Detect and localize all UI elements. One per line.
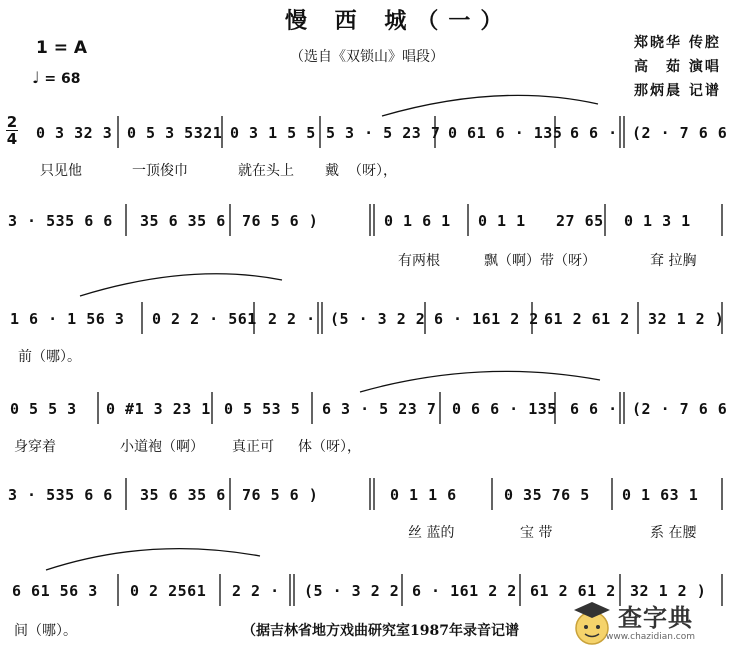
measure-3-4: (5 · 3 2 2 [330,310,426,328]
measure-1-3: 0 3 1 5 5 [230,124,316,142]
lyric-4-2: 小道袍（啊） [120,439,204,455]
measure-6-3: 2 2 · [232,582,280,600]
lyric-2-3: 耷 拉胸 [650,253,697,269]
tempo-marking: ♩ = 68 [32,68,81,87]
measure-3-6: 61 2 61 2 [544,310,630,328]
logo-url: www.chazidian.com [606,632,696,642]
lyric-5-3: 系 在腰 [650,525,697,541]
song-subtitle: （选自《双锁山》唱段） [290,49,444,65]
lyric-1-5: （呀）， [348,163,397,179]
measure-4-4: 6 3 · 5 23 7 [322,400,437,418]
measure-2-1: 3 · 535 6 6 [8,212,113,230]
measure-5-3: 76 5 6 ) [242,486,319,504]
measure-5-6: 0 1 63 1 [622,486,699,504]
measure-6-2: 0 2 2561 [130,582,207,600]
credit-singer: 高 茹 演唱 [634,59,721,75]
measure-1-4: 5 3 · 5 23 7 [326,124,441,142]
lyric-4-1: 身穿着 [14,439,56,455]
measure-2-7: 0 1 3 1 [624,212,691,230]
lyric-4-3: 真正可 [232,439,274,455]
measure-6-6: 61 2 61 2 [530,582,616,600]
lyric-5-1: 丝 蓝的 [408,525,455,541]
measure-1-5: 0 61 6 · 135 [448,124,563,142]
source-note: （据吉林省地方戏曲研究室1987年录音记谱 [242,623,519,639]
measure-3-5: 6 · 161 2 2 [434,310,539,328]
measure-5-1: 3 · 535 6 6 [8,486,113,504]
logo-text: 查字典 [618,604,693,632]
lyric-1-2: 一顶俊巾 [132,163,188,179]
measure-4-3: 0 5 53 5 [224,400,301,418]
credit-composer: 郑晓华 传腔 [634,35,721,51]
measure-3-7: 32 1 2 ) [648,310,725,328]
lyric-5-2: 宝 带 [520,525,553,541]
measure-5-2: 35 6 35 6 [140,486,226,504]
lyric-1-1: 只见他 [40,163,82,179]
measure-3-1: 1 6 · 1 56 3 [10,310,125,328]
measure-5-5: 0 35 76 5 [504,486,590,504]
measure-4-5: 0 6 6 · 135 [452,400,557,418]
measure-4-2: 0 #1 3 23 1 [106,400,211,418]
lyric-6-1: 间（哪）。 [14,623,77,639]
credit-transcriber: 那炳晨 记谱 [634,83,721,99]
measure-1-2: 0 5 3 5321 [127,124,223,142]
lyric-3-1: 前（哪）。 [18,349,81,365]
measure-1-1: 0 3 32 3 [36,124,113,142]
measure-1-7: (2 · 7 6 6 [632,124,728,142]
measure-2-3: 76 5 6 ) [242,212,319,230]
lyric-4-4: 体（呀）， [298,439,361,455]
key-signature: 1 = A [36,38,88,58]
measure-1-6: 6 6 · [570,124,618,142]
time-signature: 2 4 [6,113,18,148]
measure-4-6: 6 6 · [570,400,618,418]
measure-3-2: 0 2 2 · 561 [152,310,257,328]
measure-6-4: (5 · 3 2 2 [304,582,400,600]
lyric-2-1: 有两根 [398,253,440,269]
measure-6-1: 6 61 56 3 [12,582,98,600]
measure-2-2: 35 6 35 6 [140,212,226,230]
measure-5-4: 0 1 1 6 [390,486,457,504]
quarter-note-icon: ♩ [32,68,40,87]
measure-3-3: 2 2 · [268,310,316,328]
lyric-1-3: 就在头上 [238,163,294,179]
lyric-1-4: 戴 [325,163,339,179]
measure-2-4: 0 1 6 1 [384,212,451,230]
lyric-2-2: 飘（啊）带（呀） [484,253,596,269]
measure-2-6: 27 65 [556,212,604,230]
measure-4-1: 0 5 5 3 [10,400,77,418]
measure-6-5: 6 · 161 2 2 [412,582,517,600]
measure-2-5: 0 1 1 [478,212,526,230]
song-title: 慢 西 城（一） [285,8,513,34]
site-logo [566,598,730,652]
measure-4-7: (2 · 7 6 6 [632,400,728,418]
measure-6-7: 32 1 2 ) [630,582,707,600]
